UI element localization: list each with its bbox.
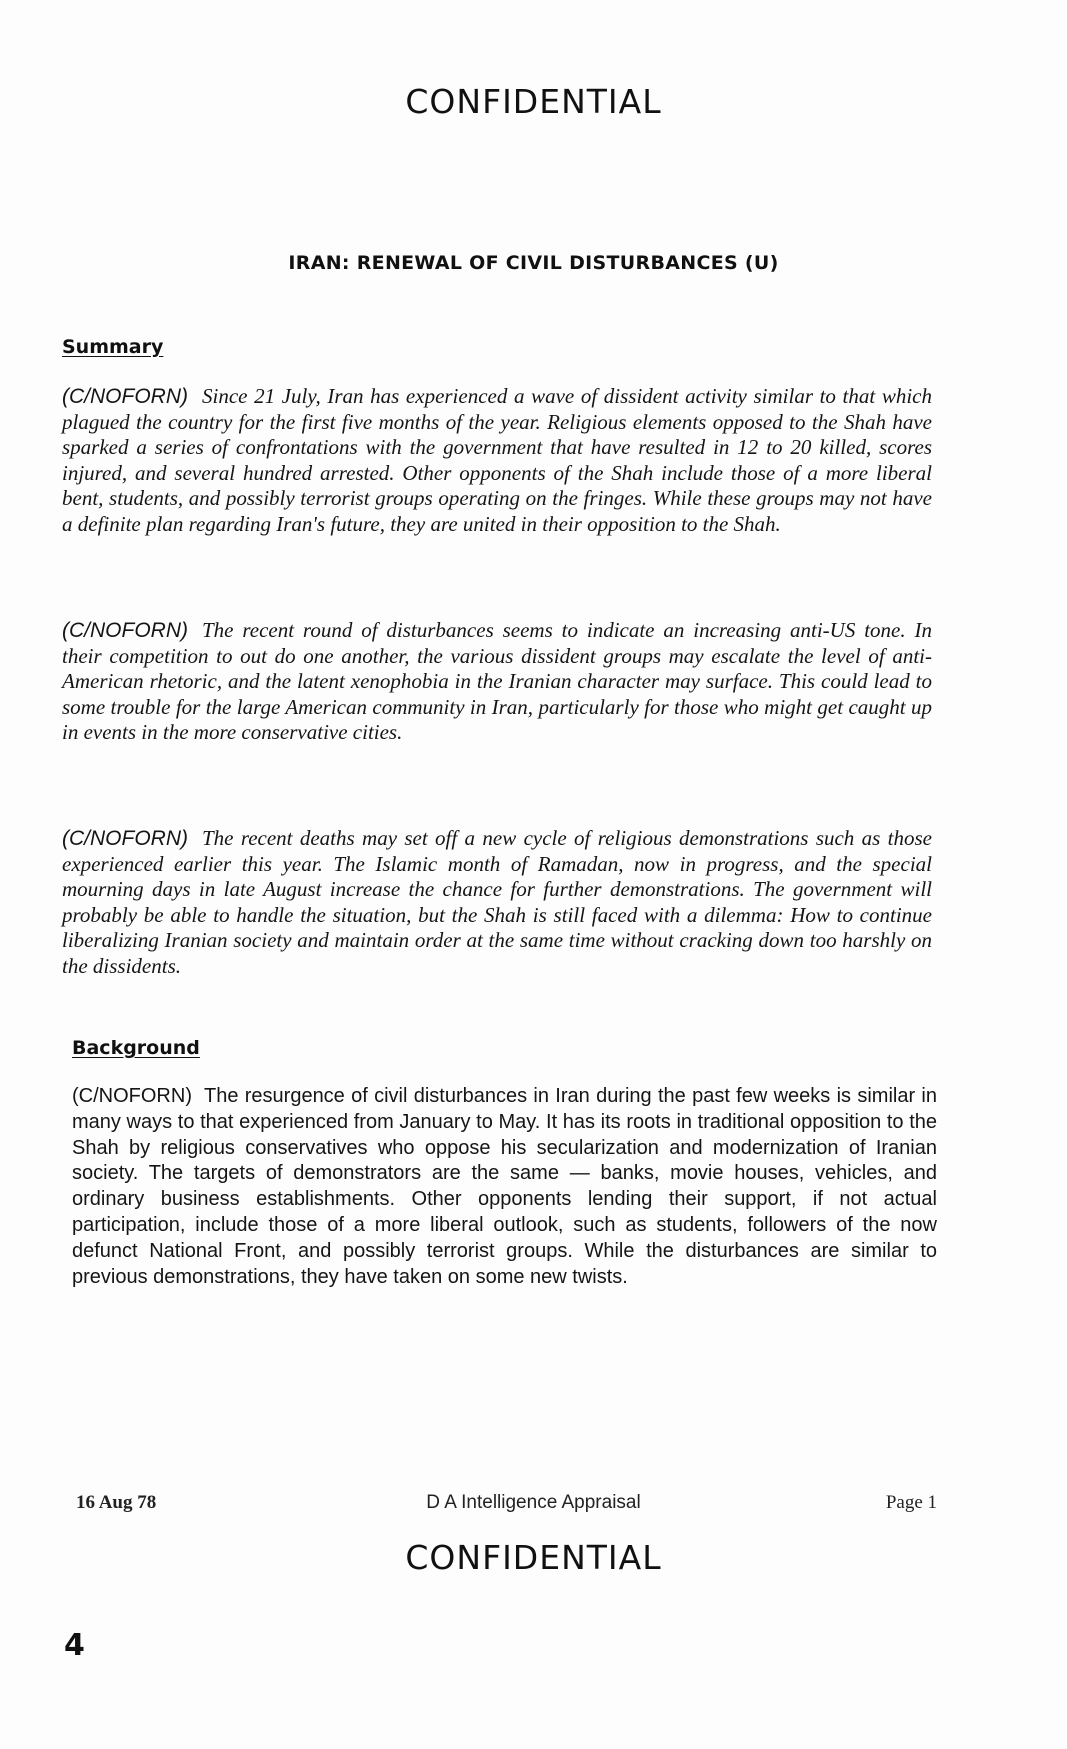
classification-marking: (C/NOFORN) bbox=[62, 827, 188, 850]
background-heading: Background bbox=[72, 1037, 200, 1059]
footer-page-number: Page 1 bbox=[885, 1492, 937, 1513]
footer-publication: D A Intelligence Appraisal bbox=[426, 1492, 641, 1513]
classification-marking: (C/NOFORN) bbox=[62, 385, 188, 408]
document-title: IRAN: RENEWAL OF CIVIL DISTURBANCES (U) bbox=[288, 252, 779, 274]
summary-paragraph-2 bbox=[62, 618, 932, 746]
summary-paragraph-1 bbox=[62, 384, 932, 537]
paragraph-text: The resurgence of civil disturbances in Iran during the past few weeks is similar in many ways to that experienced from January to May. It has its roots in traditional opposition to the Shah by religious conservatives who oppose his secularization and modernization of Iranian society. The targets of demonstrators are the same — banks, movie houses, vehicles, and ordinary business establishments. Other opponents lending their support, if not actual participation, include those of a more liberal outlook, such as students, followers of the now defunct National Front, and possibly terrorist groups. While the disturbances are similar to previous demonstrations, they have taken on some new twists. bbox=[72, 1085, 937, 1288]
paragraph-text: The recent deaths may set off a new cycle of religious demonstrations such as those experienced earlier this year. The Islamic month of Ramadan, now in progress, and the special mourning days in late August increase the chance for further demonstrations. The government will probably be able to handle the situation, but the Shah is still faced with a dilemma: How to continue liberalizing Iranian society and maintain order at the same time without cracking down too harshly on the dissidents. bbox=[62, 826, 932, 978]
classification-marking: (C/NOFORN) bbox=[72, 1085, 192, 1107]
paragraph-text: Since 21 July, Iran has experienced a wave of dissident activity similar to that which plagued the country for the first five months of the year. Religious elements opposed to the Shah have sparked a series of confrontations with the government that have resulted in 12 to 20 killed, scores injured, and several hundred arrested. Other opponents of the Shah include those of a more liberal bent, students, and possibly terrorist groups operating on the fringes. While these groups may not have a definite plan regarding Iran's future, they are united in their opposition to the Shah. bbox=[62, 384, 932, 536]
corner-sheet-number: 4 bbox=[64, 1628, 85, 1663]
top-classification-marking: CONFIDENTIAL bbox=[405, 82, 662, 121]
bottom-classification-marking: CONFIDENTIAL bbox=[405, 1538, 662, 1577]
footer-date: 16 Aug 78 bbox=[76, 1492, 157, 1513]
paragraph-text: The recent round of disturbances seems to indicate an increasing anti-US tone. In their competition to out do one another, the various dissident groups may escalate the level of anti-American rhetoric, and the latent xenophobia in the Iranian character may surface. This could lead to some trouble for the large American community in Iran, particularly for those who might get caught up in events in the more conservative cities. bbox=[62, 618, 932, 744]
summary-paragraph-3 bbox=[62, 826, 932, 979]
classification-marking: (C/NOFORN) bbox=[62, 619, 188, 642]
background-paragraph-1 bbox=[72, 1084, 937, 1290]
summary-heading: Summary bbox=[62, 336, 164, 358]
